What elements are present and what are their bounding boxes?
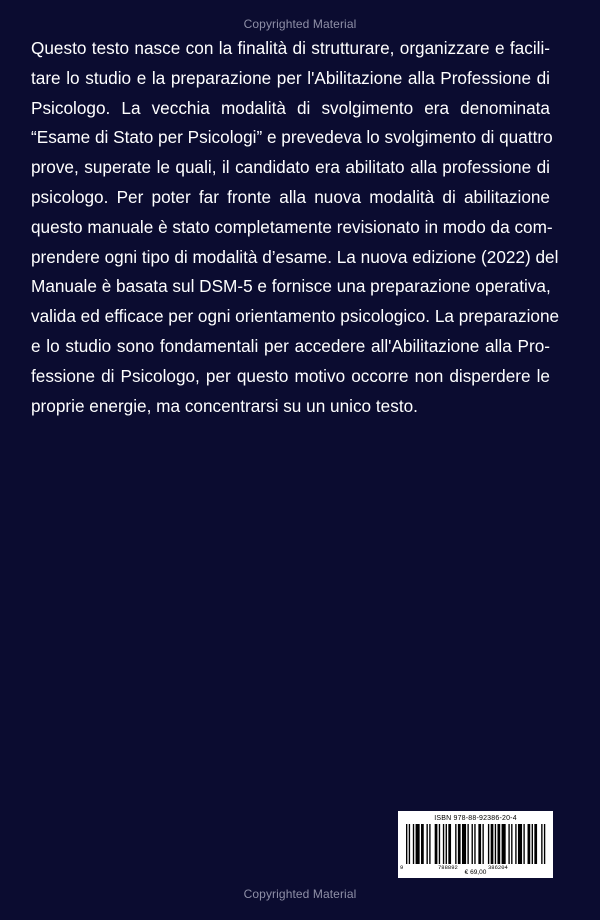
barcode-bar [429, 824, 430, 864]
blurb-line: Questo testo nasce con la finalità di strutturare, organizzare e facili- [31, 38, 550, 58]
barcode-bar [421, 824, 424, 864]
barcode-bar [544, 824, 545, 864]
barcode-bars [406, 824, 548, 864]
barcode-bar [409, 824, 410, 864]
barcode-bar [497, 824, 500, 864]
barcode-bar [443, 824, 444, 864]
copyright-watermark-bottom: Copyrighted Material [243, 887, 357, 901]
barcode-bar [502, 824, 506, 864]
barcode-bar [439, 824, 440, 864]
barcode-bar [511, 824, 512, 864]
barcode-bar [458, 824, 461, 864]
barcode-bar [532, 824, 533, 864]
blurb-line: e lo studio sono fondamentali per accedere all'Abilitazione alla Pro- [31, 335, 550, 356]
barcode-bar [448, 824, 451, 864]
barcode-bar [528, 824, 531, 864]
barcode-bar [491, 824, 494, 864]
barcode-bar [508, 824, 509, 864]
barcode-digits-left: 788892 [438, 864, 458, 871]
copyright-watermark-top: Copyrighted Material [243, 17, 357, 31]
barcode-bar [541, 824, 542, 864]
barcode-bar [515, 824, 516, 864]
barcode-bar [534, 824, 537, 864]
blurb-line: prendere ogni tipo di modalità d’esame. La nuova edizione (2022) del [31, 246, 559, 267]
barcode-bar [426, 824, 427, 864]
blurb-line: tare lo studio e la preparazione per l'Abilitazione alla Professione di [31, 67, 550, 88]
barcode-bar [488, 824, 489, 864]
barcode-bar [472, 824, 473, 864]
barcode-bar [523, 824, 524, 864]
barcode-digits-right: 386204 [488, 864, 508, 871]
barcode-bar [495, 824, 496, 864]
blurb-line: Manuale è basata sul DSM-5 e fornisce una preparazione operativa, [31, 276, 551, 297]
barcode-bar [435, 824, 438, 864]
barcode-bar [482, 824, 483, 864]
isbn-barcode [398, 811, 553, 878]
barcode-bar [478, 824, 481, 864]
blurb-line: proprie energie, ma concentrarsi su un unico testo. [31, 395, 418, 416]
barcode-bar [462, 824, 466, 864]
barcode-bar [413, 824, 414, 864]
barcode-bar [518, 824, 522, 864]
barcode-bar [446, 824, 447, 864]
barcode-bar [455, 824, 456, 864]
blurb-line: psicologo. Per poter far fronte alla nuova modalità di abilitazione [31, 186, 550, 207]
price-label: € 69,00 [464, 869, 487, 876]
isbn-number: ISBN 978-88-92386-20-4 [434, 815, 517, 822]
barcode-bar [467, 824, 468, 864]
blurb-line: Psicologo. La vecchia modalità di svolgimento era denominata [31, 97, 550, 118]
barcode-bar [474, 824, 475, 864]
blurb-line: valida ed efficace per ogni orientamento psicologico. La preparazione [31, 306, 560, 327]
blurb-line: “Esame di Stato per Psicologi” e prevedeva lo svolgimento di quattro [31, 127, 553, 148]
barcode-digit-first: 9 [400, 864, 404, 871]
blurb-line: fessione di Psicologo, per questo motivo occorre non disperdere le [31, 365, 550, 386]
blurb-line: questo manuale è stato completamente revisionato in modo da com- [31, 216, 553, 237]
back-cover-blurb [31, 34, 560, 421]
barcode-bar [406, 824, 407, 864]
barcode-bar [416, 824, 420, 864]
blurb-line: prove, superate le quali, il candidato era abilitato alla professione di [31, 157, 550, 178]
